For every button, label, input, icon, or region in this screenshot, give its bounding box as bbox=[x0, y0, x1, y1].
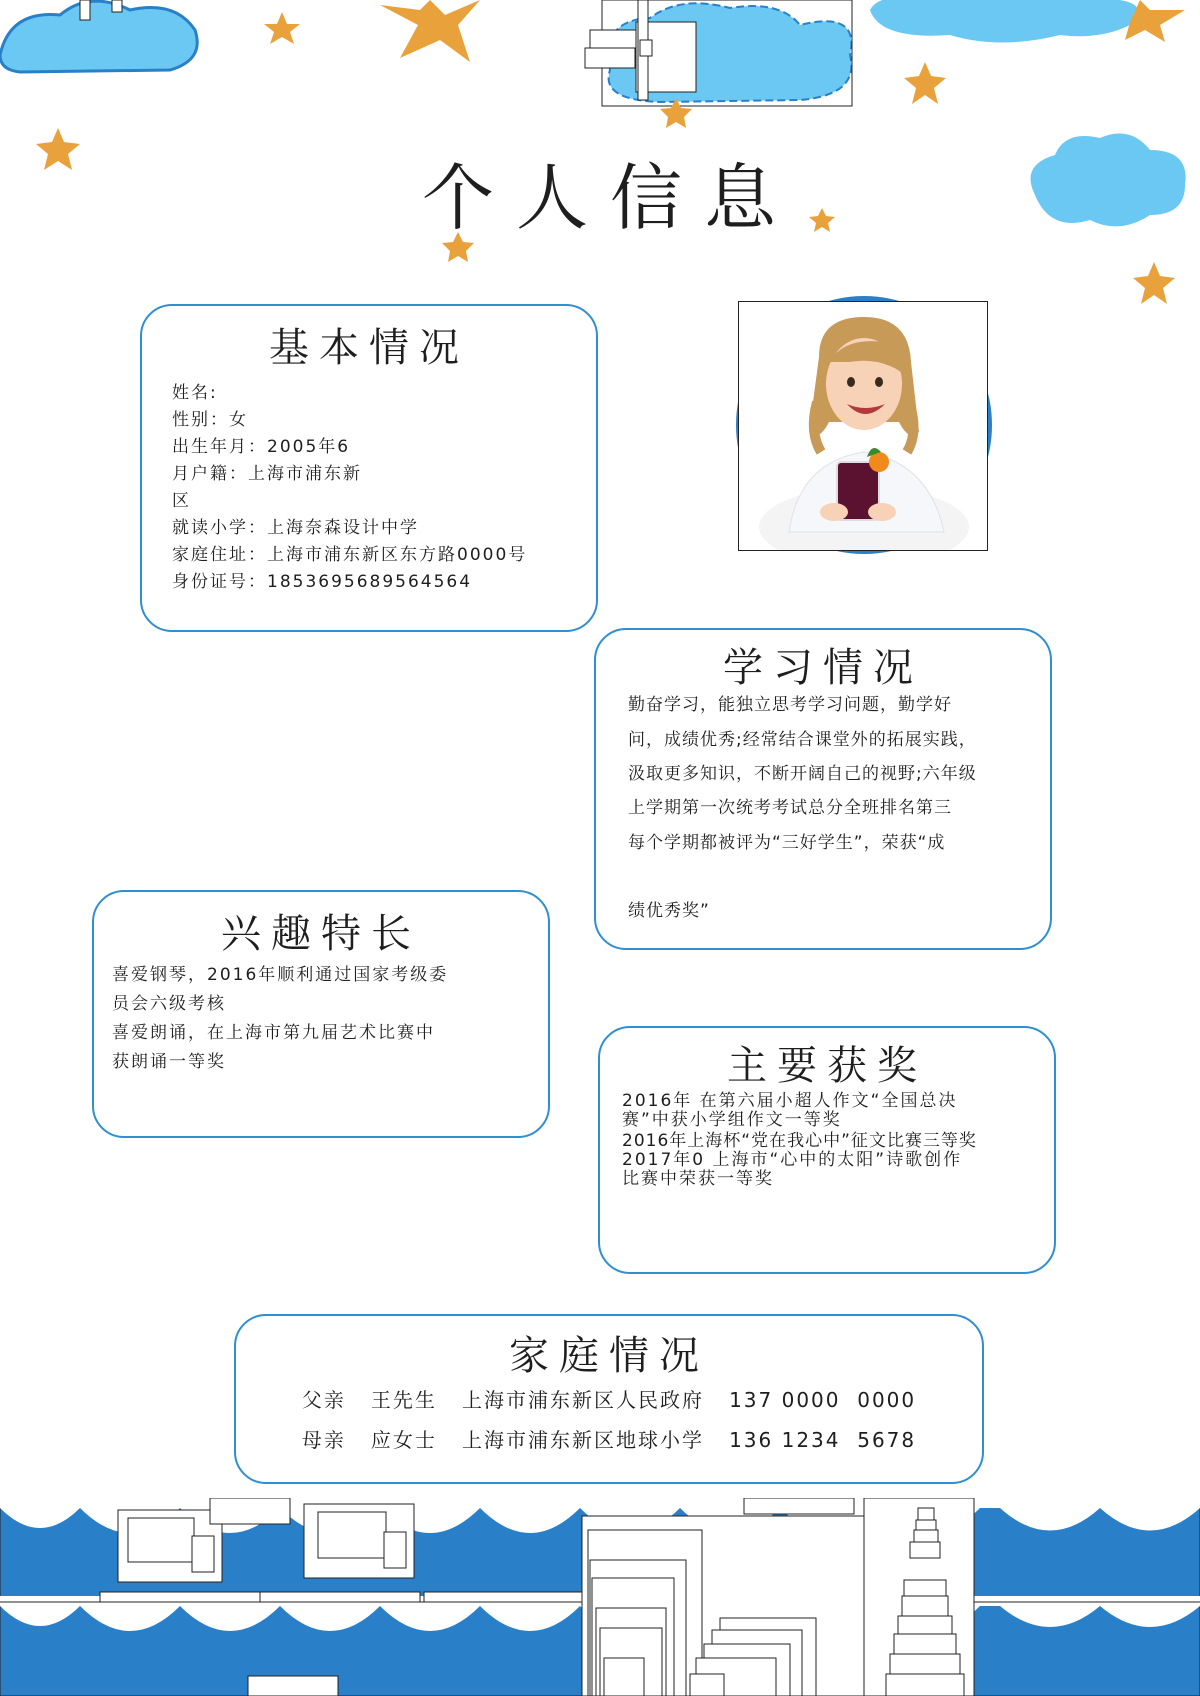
hobby-title: 兴趣特长 bbox=[221, 911, 421, 957]
hobby-line: 员会六级考核 bbox=[112, 994, 226, 1014]
awards-line: 2016年上海杯“党在我心中”征文比赛三等奖 bbox=[622, 1131, 977, 1151]
hobby-card bbox=[92, 890, 550, 1138]
family-row-mother: 母亲 应女士 上海市浦东新区地球小学 136 1234 5678 bbox=[301, 1428, 917, 1452]
girl-illustration bbox=[739, 302, 988, 551]
study-line: 上学期第一次统考考试总分全班排名第三 bbox=[628, 798, 952, 818]
awards-line: 赛”中获小学组作文一等奖 bbox=[622, 1110, 842, 1130]
hobby-line: 喜爱钢琴，2016年顺利通过国家考级委 bbox=[112, 965, 449, 985]
cloud-icon bbox=[870, 0, 1138, 43]
family-row-father: 父亲 王先生 上海市浦东新区人民政府 137 0000 0000 bbox=[301, 1388, 917, 1412]
basic-info-line: 区 bbox=[172, 491, 191, 511]
basic-info-line: 就读小学：上海奈森设计中学 bbox=[172, 518, 419, 538]
awards-line: 2016年 在第六届小超人作文“全国总决 bbox=[622, 1091, 958, 1111]
study-card bbox=[594, 628, 1052, 950]
basic-info-line: 身份证号：1853695689564564 bbox=[172, 572, 473, 592]
family-card bbox=[234, 1314, 984, 1484]
page-title: 个人信息 bbox=[421, 156, 798, 240]
basic-info-line: 性别：女 bbox=[172, 410, 248, 430]
basic-info-line: 出生年月：2005年6 bbox=[172, 437, 351, 457]
basic-info-title: 基本情况 bbox=[269, 325, 469, 371]
awards-line: 比赛中荣获一等奖 bbox=[622, 1169, 774, 1189]
awards-card bbox=[598, 1026, 1056, 1274]
basic-info-line: 家庭住址：上海市浦东新区东方路0000号 bbox=[172, 545, 528, 565]
basic-info-line: 月户籍：上海市浦东新 bbox=[172, 464, 362, 484]
study-line: 绩优秀奖” bbox=[628, 901, 710, 921]
bottom-decoration bbox=[0, 1498, 1200, 1696]
study-line: 勤奋学习，能独立思考学习问题，勤学好 bbox=[628, 695, 952, 715]
study-title: 学习情况 bbox=[723, 645, 923, 691]
hobby-line: 喜爱朗诵，在上海市第九届艺术比赛中 bbox=[112, 1023, 435, 1043]
awards-line: 2017年0 上海市“心中的太阳”诗歌创作 bbox=[622, 1150, 963, 1170]
study-line: 汲取更多知识，不断开阔自己的视野;六年级 bbox=[628, 764, 977, 784]
family-title: 家庭情况 bbox=[509, 1333, 709, 1379]
study-line: 每个学期都被评为“三好学生”，荣获“成 bbox=[628, 833, 946, 853]
hobby-line: 获朗诵一等奖 bbox=[112, 1052, 226, 1072]
cloud-icon bbox=[0, 1, 197, 72]
awards-title: 主要获奖 bbox=[727, 1043, 927, 1089]
photo-frame bbox=[736, 296, 992, 556]
student-photo bbox=[738, 301, 988, 551]
basic-info-line: 姓名: bbox=[172, 383, 218, 403]
basic-info-card bbox=[140, 304, 598, 632]
study-line: 问，成绩优秀;经常结合课堂外的拓展实践， bbox=[628, 730, 977, 750]
